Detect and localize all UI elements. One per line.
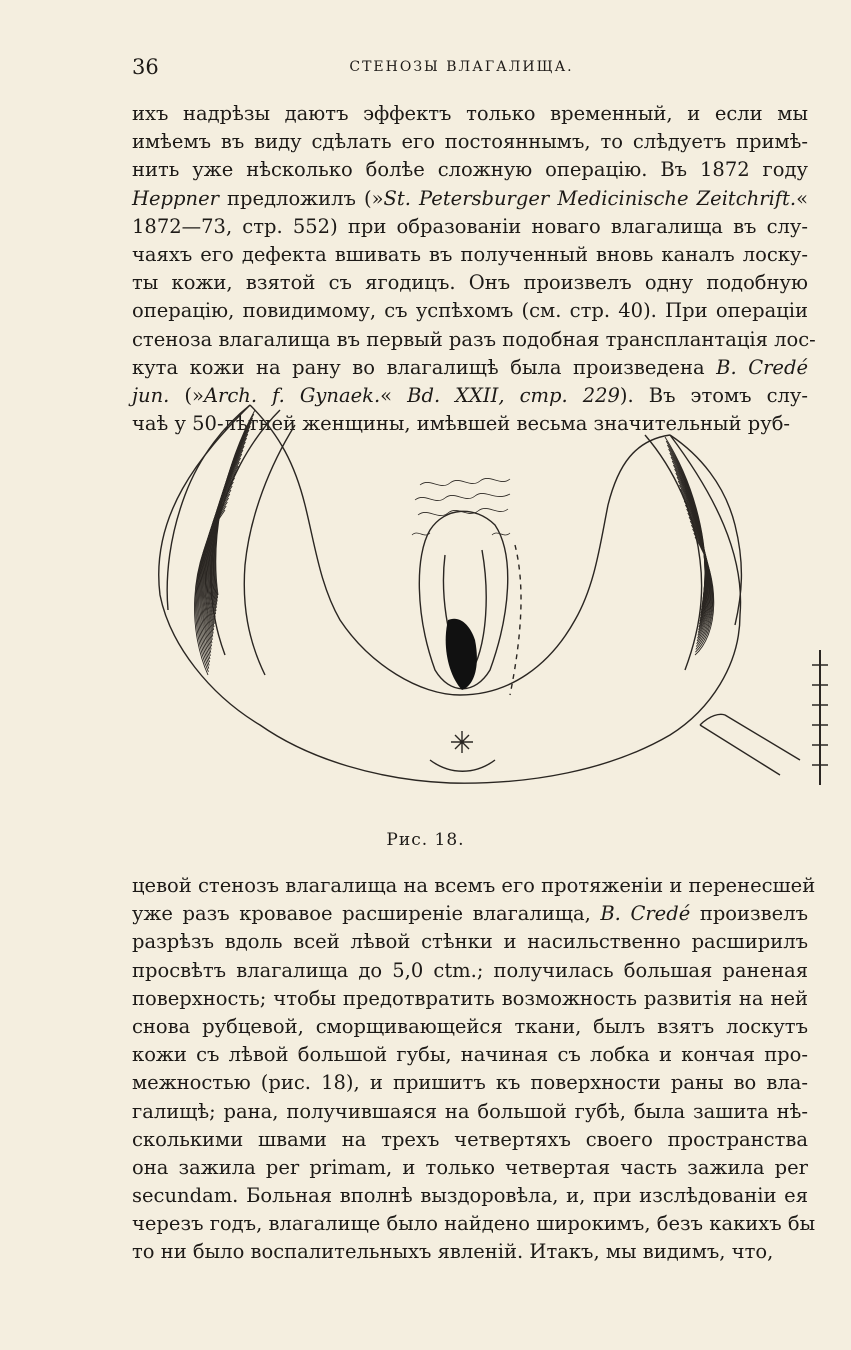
text-segment: имѣемъ въ виду сдѣлать его постояннымъ, то слѣдуетъ примѣ-: [132, 130, 808, 154]
text-line: [132, 1098, 808, 1126]
italic-text: B. Credé: [600, 902, 691, 926]
text-line: [132, 185, 808, 213]
text-segment: ты кожи, взятой съ ягодицъ. Онъ произвелъ одну подобную: [132, 271, 808, 295]
text-segment: предложилъ (»: [218, 186, 384, 210]
paragraph-top: [132, 100, 816, 438]
text-segment: она зажила per primam, и только четвертая часть зажила per: [132, 1155, 808, 1179]
text-line: [132, 957, 808, 985]
text-segment: «: [380, 383, 408, 407]
text-line: [132, 985, 808, 1013]
text-line: [132, 100, 808, 128]
italic-text: Bd. XXII, стр. 229: [407, 383, 620, 407]
text-segment: уже разъ кровавое расширеніе влагалища,: [132, 902, 601, 926]
italic-text: B. Credé: [716, 355, 808, 379]
text-line: [132, 1238, 808, 1266]
italic-text: jun.: [132, 383, 170, 407]
text-line: [132, 872, 816, 900]
text-segment: стеноза влагалища въ первый разъ подобная трансплантація лос-: [132, 327, 816, 351]
text-line: [132, 241, 808, 269]
text-line: [132, 269, 808, 297]
text-segment: то ни было воспалительныхъ явленій. Итакъ, мы видимъ, что,: [132, 1240, 774, 1264]
text-segment: кожи съ лѣвой большой губы, начиная съ лобка и кончая про-: [132, 1043, 808, 1067]
text-segment: цевой стенозъ влагалища на всемъ его протяженіи и перенесшей: [132, 874, 816, 897]
text-segment: снова рубцевой, сморщивающейся ткани, былъ взятъ лоскутъ: [132, 1014, 808, 1038]
anatomical-drawing: [130, 395, 830, 815]
text-segment: межностью (рис. 18), и пришитъ къ поверхности раны во вла-: [132, 1071, 808, 1095]
text-segment: чаѣ у 50-лѣтней женщины, имѣвшей весьма значительный руб-: [132, 412, 791, 436]
text-line: [132, 900, 808, 928]
text-line: [132, 1041, 808, 1069]
text-segment: ). Въ этомъ слу-: [619, 383, 808, 407]
text-segment: чаяхъ его дефекта вшивать въ полученный вновь каналъ лоску-: [132, 242, 808, 266]
text-segment: операцію, повидимому, съ успѣхомъ (см. стр. 40). При операціи: [132, 299, 808, 323]
text-line: [132, 1126, 808, 1154]
text-segment: кута кожи на рану во влагалищѣ была произведена: [132, 355, 717, 379]
text-segment: сколькими швами на трехъ четвертяхъ своего пространства: [132, 1127, 808, 1151]
text-line: [132, 1069, 808, 1097]
text-line: [132, 354, 808, 382]
text-segment: произвелъ: [690, 902, 808, 926]
page-header: [132, 55, 791, 85]
text-line: [132, 297, 808, 325]
text-segment: нить уже нѣсколько болѣе сложную операцію. Въ 1872 году: [132, 158, 808, 182]
text-line: [132, 928, 808, 956]
text-line: [132, 128, 808, 156]
text-segment: галищѣ; рана, получившаяся на большой губѣ, была зашита нѣ-: [132, 1099, 808, 1123]
italic-text: St. Petersburger Medicinische Zeitchrift.: [383, 186, 797, 210]
text-segment: просвѣтъ влагалища до 5,0 ctm.; получилась большая раненая: [132, 958, 808, 982]
text-segment: «: [796, 186, 808, 210]
text-segment: ихъ надрѣзы даютъ эффектъ только временный, и если мы: [132, 102, 808, 125]
text-line: [132, 326, 816, 354]
text-line: [132, 1013, 808, 1041]
text-segment: secundam. Больная вполнѣ выздоровѣла, и, при изслѣдованіи ея: [132, 1184, 808, 1208]
text-line: [132, 213, 808, 241]
text-segment: черезъ годъ, влагалище было найдено широкимъ, безъ какихъ бы: [132, 1212, 816, 1236]
running-title: СТЕНОЗЫ ВЛАГАЛИЩА.: [349, 59, 574, 75]
text-segment: 1872—73, стр. 552) при образованіи новаго влагалища въ слу-: [132, 214, 808, 238]
text-line: [132, 1210, 816, 1238]
italic-text: Arch. f. Gynaek.: [203, 383, 381, 407]
text-segment: поверхность; чтобы предотвратить возможность развитія на ней: [132, 986, 808, 1010]
text-segment: разрѣзъ вдоль всей лѣвой стѣнки и насильственно расширилъ: [132, 930, 808, 954]
text-line: [132, 1182, 808, 1210]
text-segment: (»: [169, 383, 204, 407]
figure-illustration: [130, 395, 830, 815]
paragraph-bottom: [132, 872, 816, 1267]
text-line: [132, 156, 808, 184]
text-line: [132, 1154, 808, 1182]
page-number: 36: [132, 55, 159, 79]
italic-text: Heppner: [132, 186, 219, 210]
figure-caption: Рис. 18.: [386, 830, 465, 850]
